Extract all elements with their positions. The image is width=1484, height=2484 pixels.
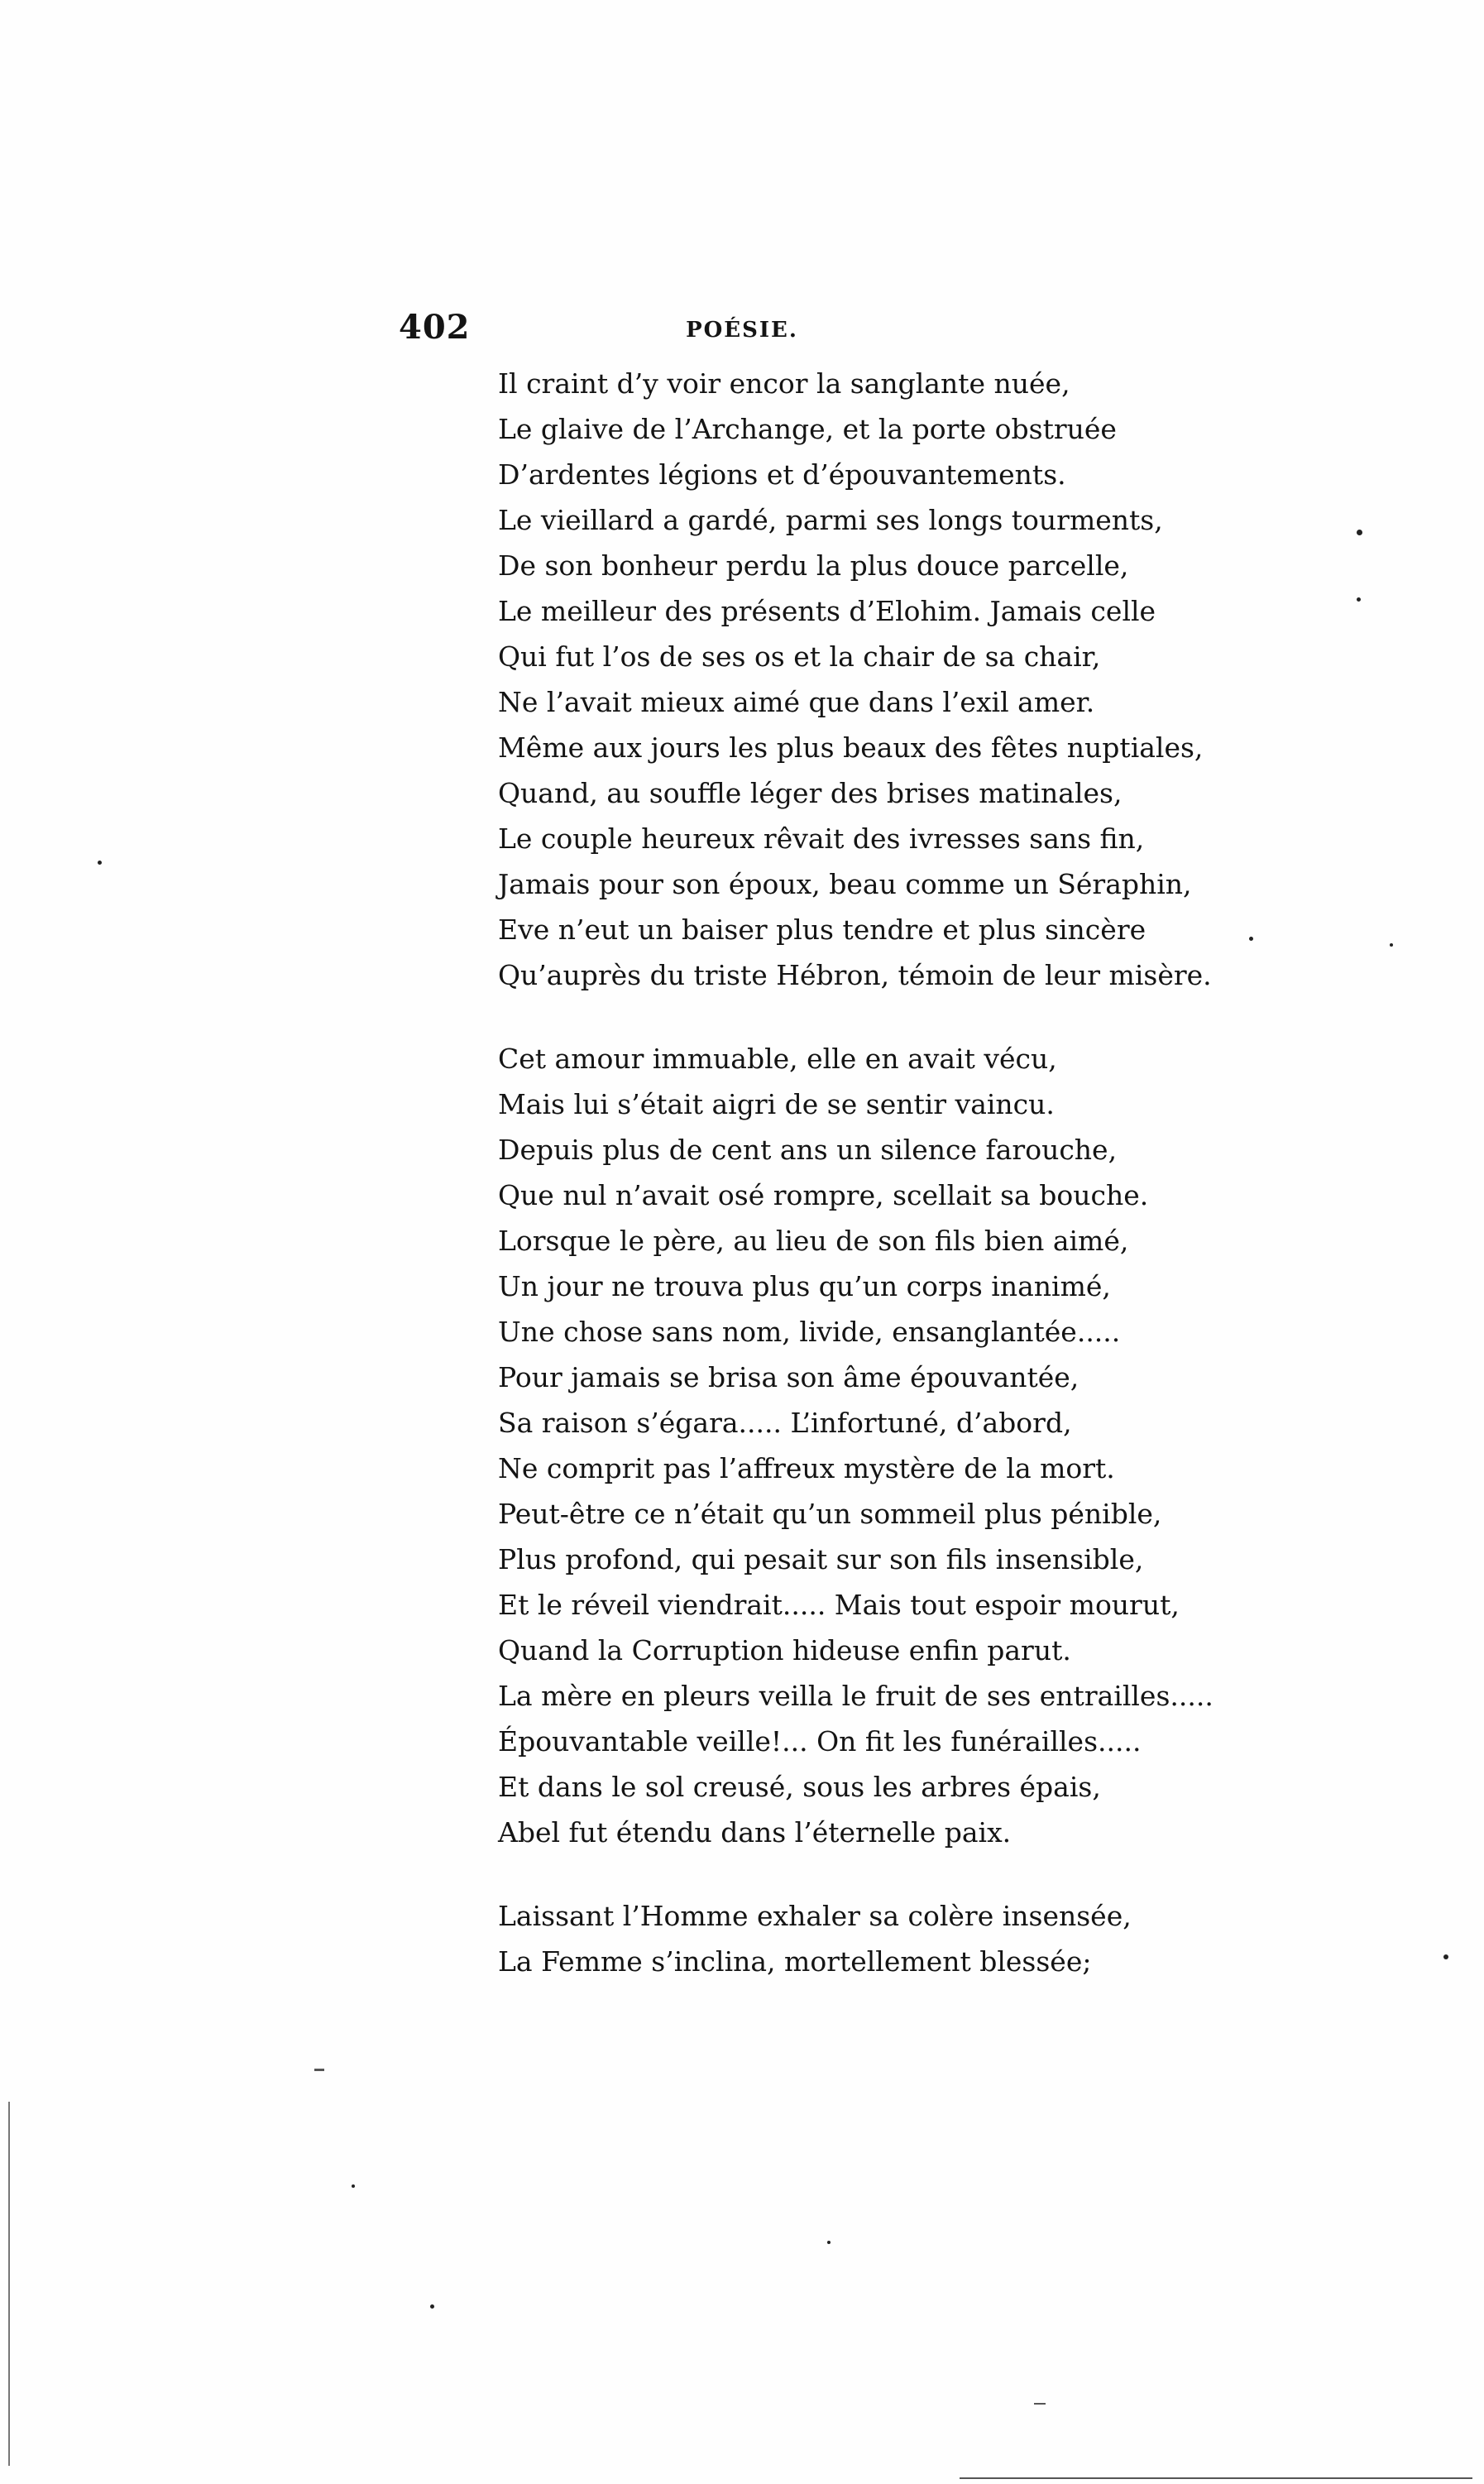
verse-line: Ne comprit pas l’affreux mystère de la mort. — [498, 1452, 1115, 1484]
verse-line: Quand, au souffle léger des brises matinales, — [498, 777, 1123, 809]
verse-line: Ne l’avait mieux aimé que dans l’exil amer. — [498, 686, 1095, 718]
verse-line: Même aux jours les plus beaux des fêtes nuptiales, — [498, 731, 1204, 764]
verse-line: Une chose sans nom, livide, ensanglantée..... — [498, 1316, 1121, 1348]
verse-line: Peut-être ce n’était qu’un sommeil plus pénible, — [498, 1498, 1162, 1530]
stanza-2 — [498, 1036, 1325, 1855]
verse-line: Un jour ne trouva plus qu’un corps inanimé, — [498, 1270, 1111, 1302]
scan-dash — [314, 2069, 324, 2071]
verse-line: De son bonheur perdu la plus douce parcelle, — [498, 549, 1129, 582]
verse-line: Et dans le sol creusé, sous les arbres épais, — [498, 1771, 1101, 1803]
scan-speck — [98, 861, 102, 865]
scan-speck — [1249, 937, 1253, 941]
verse-line: Le glaive de l’Archange, et la porte obstruée — [498, 413, 1117, 445]
scan-speck — [1357, 530, 1362, 535]
verse-line: Mais lui s’était aigri de se sentir vaincu. — [498, 1088, 1055, 1120]
verse-line: Le couple heureux rêvait des ivresses sans fin, — [498, 822, 1145, 855]
verse-line: Cet amour immuable, elle en avait vécu, — [498, 1043, 1057, 1075]
verse-line: Eve n’eut un baiser plus tendre et plus sincère — [498, 914, 1147, 946]
verse-line: Jamais pour son époux, beau comme un Séraphin, — [498, 868, 1192, 900]
verse-line: Le vieillard a gardé, parmi ses longs tourments, — [498, 504, 1163, 536]
verse-line: Le meilleur des présents d’Elohim. Jamais celle — [498, 595, 1156, 627]
verse-line: Épouvantable veille!... On fit les funérailles..... — [498, 1725, 1142, 1758]
scan-speck — [430, 2304, 434, 2309]
verse-line: Depuis plus de cent ans un silence farouche, — [498, 1134, 1118, 1166]
scan-edge-line — [8, 2102, 10, 2466]
verse-line: La mère en pleurs veilla le fruit de ses entrailles..... — [498, 1680, 1214, 1712]
scan-speck — [827, 2241, 831, 2244]
scan-dash — [1034, 2403, 1046, 2405]
page-number: 402 — [399, 308, 471, 347]
verse-line: Plus profond, qui pesait sur son fils insensible, — [498, 1543, 1144, 1575]
scan-speck — [1390, 943, 1393, 947]
verse-line: Laissant l’Homme exhaler sa colère insensée, — [498, 1900, 1132, 1932]
verse-line: Sa raison s’égara..... L’infortuné, d’abord, — [498, 1407, 1072, 1439]
verse-line: Il craint d’y voir encor la sanglante nuée, — [498, 367, 1070, 400]
verse-line: Quand la Corruption hideuse enfin parut. — [498, 1634, 1071, 1666]
verse-line: Pour jamais se brisa son âme épouvantée, — [498, 1361, 1079, 1393]
verse-line: Lorsque le père, au lieu de son fils bien aimé, — [498, 1225, 1129, 1257]
scan-speck — [1443, 1954, 1448, 1959]
verse-line: Que nul n’avait osé rompre, scellait sa bouche. — [498, 1179, 1149, 1211]
stanza-3 — [498, 1893, 1325, 1984]
verse-line: Qui fut l’os de ses os et la chair de sa chair, — [498, 640, 1101, 673]
poem-body — [498, 361, 1325, 2022]
verse-line: Qu’auprès du triste Hébron, témoin de leur misère. — [498, 959, 1212, 991]
scan-speck — [1357, 597, 1361, 602]
scan-speck — [352, 2184, 355, 2188]
verse-line: Abel fut étendu dans l’éternelle paix. — [498, 1816, 1012, 1849]
verse-line: Et le réveil viendrait..... Mais tout espoir mourut, — [498, 1589, 1180, 1621]
verse-line: D’ardentes légions et d’épouvantements. — [498, 458, 1066, 491]
running-title: POÉSIE. — [686, 318, 798, 343]
scan-bottom-rule — [960, 2477, 1472, 2479]
verse-line: La Femme s’inclina, mortellement blessée; — [498, 1945, 1092, 1978]
stanza-1 — [498, 361, 1325, 998]
